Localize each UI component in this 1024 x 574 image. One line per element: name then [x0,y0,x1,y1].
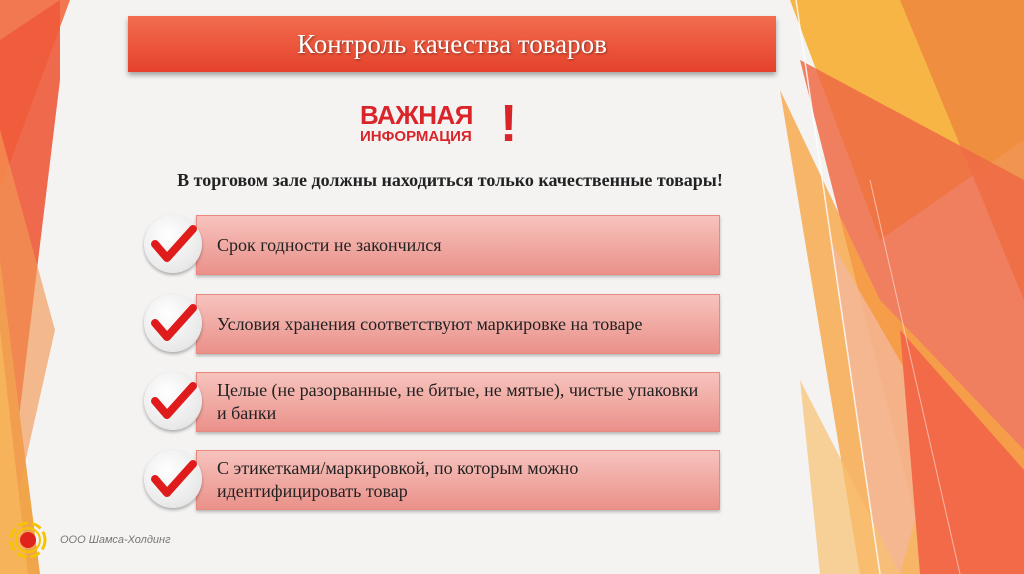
check-icon [144,450,202,508]
item-box [196,372,720,432]
slide-subtitle: В торговом зале должны находиться только качественные товары! [177,170,723,190]
check-icon [144,215,202,273]
item-box [196,215,720,275]
item-text: Срок годности не закончился [217,234,442,255]
item-text: Целые (не разорванные, не битые, не мятые), чистые упаковки и банки [217,380,699,423]
exclamation-mark: ! [500,95,518,153]
company-logo-icon [8,520,48,560]
item-box [196,294,720,354]
important-word: ВАЖНАЯ [360,100,473,130]
title-bar [128,16,776,72]
important-info-badge [360,95,520,160]
item-text: С этикетками/маркировкой, по которым можно идентифицировать товар [217,458,579,501]
information-word: ИНФОРМАЦИЯ [360,128,472,145]
slide-title: Контроль качества товаров [297,28,607,59]
item-box [196,450,720,510]
check-icon [144,372,202,430]
check-icon [144,294,202,352]
footer-company-name: ООО Шамса-Холдинг [60,534,171,546]
item-text: Условия хранения соответствуют маркировке на товаре [217,313,643,334]
